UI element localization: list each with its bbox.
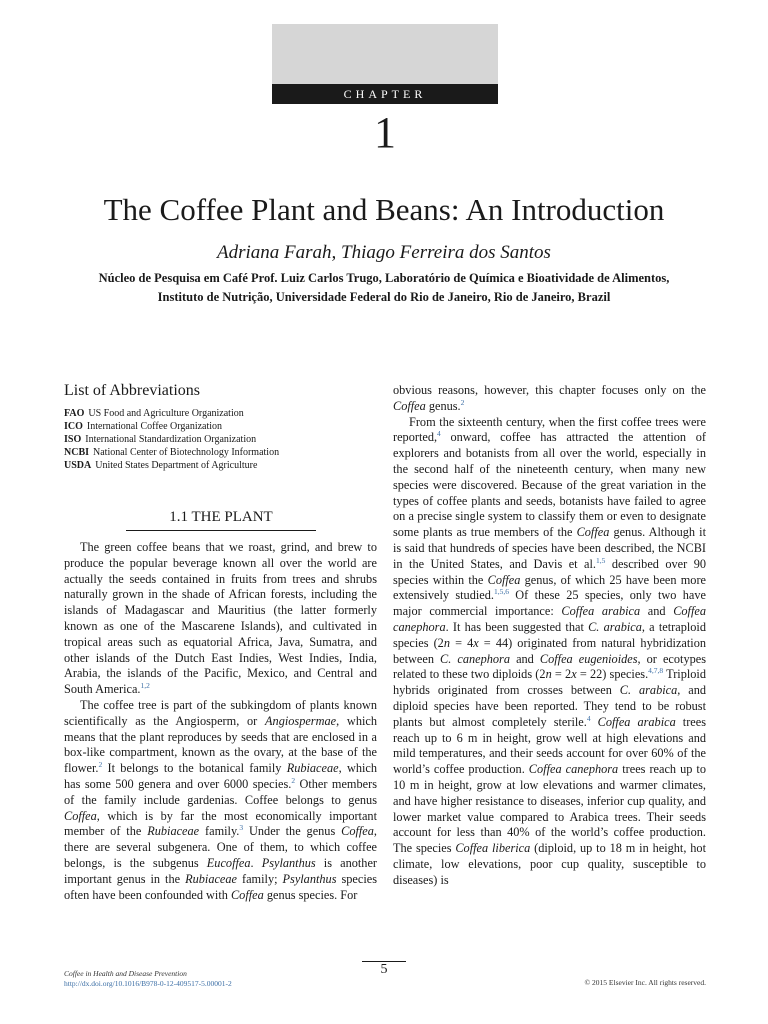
text-run: and [510, 651, 540, 666]
italic-term: Coffea arabica [561, 604, 641, 619]
text-run: is another important genus in the [64, 855, 377, 886]
text-run: , there are several subgenera. One of them, to which coffee belongs, is the subgenus [64, 824, 377, 870]
citation-ref[interactable]: 2 [460, 397, 465, 407]
italic-term: x [571, 667, 577, 682]
citation-ref[interactable]: 4,7,8 [648, 666, 664, 676]
text-run: The coffee tree is part of the subkingdom of plants known scientifically as the Angiosperm, or [64, 697, 377, 728]
text-run: = 2 [551, 667, 572, 682]
text-run: , a tetraploid species (2 [393, 619, 706, 650]
chapter-label: CHAPTER [272, 84, 498, 104]
page-number: 5 [380, 962, 388, 977]
text-run: trees reach up to 6 m in height, grow well at high elevations and mild temperatures, and their seeds account for over 60% of the world’s coffee production. [393, 714, 706, 777]
text-run [591, 715, 598, 729]
italic-term: Coffea [230, 887, 264, 902]
italic-term: Coffea [341, 824, 374, 839]
text-run: family; [237, 871, 283, 886]
italic-term: Rubiaceae [286, 761, 339, 776]
italic-term: Rubiaceae [147, 824, 200, 839]
text-run: Triploid hybrids originated from crosses between [393, 667, 706, 698]
italic-term: Coffea canephora [528, 762, 619, 777]
text-run: and [640, 604, 674, 619]
citation-ref[interactable]: 1,5 [595, 555, 606, 565]
text-run: Other members of the family include gardenias. Coffee belongs to genus [64, 776, 377, 807]
citation-ref[interactable]: 1,5,6 [493, 587, 509, 597]
abbreviations-list [64, 407, 384, 472]
text-run: It belongs to the botanical family [102, 761, 287, 776]
text-run: genus. [425, 398, 461, 413]
italic-term: Coffea [393, 398, 426, 413]
abbreviation-item [64, 407, 384, 420]
text-run: , or ecotypes related to these two diploids (2 [393, 651, 706, 682]
text-run: From the sixteenth century, when the first coffee trees were reported, [393, 414, 706, 445]
italic-term: C. arabica [588, 619, 642, 634]
italic-term: C. canephora [440, 651, 510, 666]
abbreviation-value: US Food and Agriculture Organization [88, 408, 244, 419]
abbreviation-key: ICO [64, 421, 83, 432]
text-run: The green coffee beans that we roast, grind, and brew to produce the popular beverage known all over the world are actually the seeds contained in fruits from trees and shrubs naturally grown in the shade of African forests, including the islands of Madagascar and Mauritius (the latter formerly known as one of the Mascarene Islands), and cultivated in tropical areas such as equatorial Africa, Java, Sumatra, and other islands of the Dutch East Indies, West Indies, India, Arabia, the islands of the Pacific, Mexico, and Central and South America. [64, 540, 377, 697]
text-run: onward, coffee has attracted the attention of explorers and botanists from all over the world, especially in the second half of the nineteenth century, when many new species were discovered. Because of the great variation in the types of coffee plants and seeds, botanists have failed to agree on a precise single system to classify them or even to designate some plants as true members of the [393, 430, 706, 540]
authors: Adriana Farah, Thiago Ferreira dos Santos [217, 242, 551, 263]
text-run: , and diploid species have been reported. They tend to be robust plants but almost completely sterile. [393, 683, 707, 729]
italic-term: n [443, 635, 450, 650]
text-run: , which means that the plant reproduces by seeds that are enclosed in a box-like compartment, known as the ovary, at the base of the flower. [64, 713, 377, 776]
chapter-header-box [272, 24, 498, 84]
abbreviation-item [64, 433, 384, 446]
text-run: . It has been suggested that [445, 619, 589, 634]
italic-term: Coffea arabica [597, 714, 676, 729]
abbreviation-key: USDA [64, 460, 92, 471]
abbreviation-item [64, 420, 384, 433]
text-run: genus species. For [263, 887, 358, 902]
abbreviation-value: International Coffee Organization [86, 421, 223, 432]
body-paragraph [393, 383, 706, 415]
abbreviations-heading: List of Abbreviations [64, 382, 200, 399]
section-heading: 1.1 THE PLANT [126, 506, 316, 531]
italic-term: Coffea canephora [393, 604, 706, 634]
italic-term: Eucoffea [206, 855, 251, 870]
chapter-title: The Coffee Plant and Beans: An Introduction [103, 192, 665, 227]
text-run: obvious reasons, however, this chapter focuses only on the [393, 383, 706, 397]
text-run: = 22) species. [576, 667, 649, 682]
abbreviation-value: International Standardization Organization [85, 434, 257, 445]
italic-term: Coffea [487, 572, 521, 587]
chapter-number: 1 [374, 108, 396, 157]
footer-doi-link[interactable]: http://dx.doi.org/10.1016/B978-0-12-409517-5.00001-2 [64, 979, 232, 988]
text-run: = 44) originated from natural hybridization between [393, 635, 706, 666]
citation-ref[interactable]: 1,2 [140, 681, 150, 691]
italic-term: Angiospermae [265, 713, 337, 728]
text-run: = 4 [450, 635, 474, 650]
abbreviation-value: United States Department of Agriculture [95, 460, 258, 471]
text-run: described over 90 species within the [393, 556, 706, 587]
citation-ref[interactable]: 2 [291, 775, 296, 785]
italic-term: n [545, 667, 552, 682]
text-run: (diploid, up to 18 m in height, hot climate, low elevations, poor cup quality, susceptible to diseases) is [393, 841, 706, 887]
footer-copyright: © 2015 Elsevier Inc. All rights reserved. [584, 978, 706, 987]
text-run: . [250, 855, 262, 870]
italic-term: Coffea [576, 525, 610, 540]
abbreviation-key: FAO [64, 408, 85, 419]
italic-term: x [473, 635, 479, 650]
italic-term: Coffea eugenioides [539, 651, 638, 666]
text-run: Under the genus [243, 824, 342, 839]
text-run: genus, of which 25 have been more extensively studied. [393, 572, 706, 603]
affiliation-line-2: Instituto de Nutrição, Universidade Federal do Rio de Janeiro, Rio de Janeiro, Brazil [157, 290, 611, 304]
text-run: trees reach up to 10 m in height, grow at low elevations and warmer climates, and have higher resistance to diseases, inferior cup quality, and lower market value compared to Arabica trees. Their seeds account for less than 40% of the world’s coffee production. The species [393, 762, 706, 856]
text-run: , which is by far the most economically important member of the [64, 808, 377, 839]
left-text-column [64, 540, 377, 903]
footer-journal-title: Coffee in Health and Disease Prevention [64, 969, 187, 978]
body-paragraph [393, 415, 706, 889]
italic-term: Coffea liberica [455, 841, 531, 856]
abbreviation-item [64, 446, 384, 459]
italic-term: Psylanthus [261, 855, 316, 870]
abbreviation-value: National Center of Biotechnology Information [93, 447, 280, 458]
text-run: genus. Although it is said that hundreds of species have been described, the NCBI in the United States, and Davis et al. [393, 525, 706, 571]
body-paragraph [64, 698, 377, 903]
abbreviation-item [64, 459, 384, 472]
citation-ref[interactable]: 3 [239, 823, 244, 833]
citation-ref[interactable]: 4 [437, 429, 441, 439]
citation-ref[interactable]: 2 [98, 760, 103, 770]
citation-ref[interactable]: 4 [586, 713, 591, 723]
text-run: family. [199, 824, 240, 839]
abbreviation-key: NCBI [64, 447, 90, 458]
affiliation-line-1: Núcleo de Pesquisa em Café Prof. Luiz Carlos Trugo, Laboratório de Química e Bioatividade de Alimentos, [98, 271, 670, 285]
text-run: , which has some 500 genera and over 6000 species. [64, 761, 377, 791]
right-text-column [393, 383, 706, 889]
text-run: species often have been confounded with [64, 871, 377, 902]
italic-term: C. arabica [619, 683, 678, 698]
text-run: Of these 25 species, only two have major commercial importance: [393, 588, 706, 619]
italic-term: Psylanthus [282, 871, 337, 886]
body-paragraph [64, 540, 377, 698]
abbreviation-key: ISO [64, 434, 82, 445]
italic-term: Rubiaceae [185, 871, 237, 886]
italic-term: Coffea [64, 808, 97, 823]
